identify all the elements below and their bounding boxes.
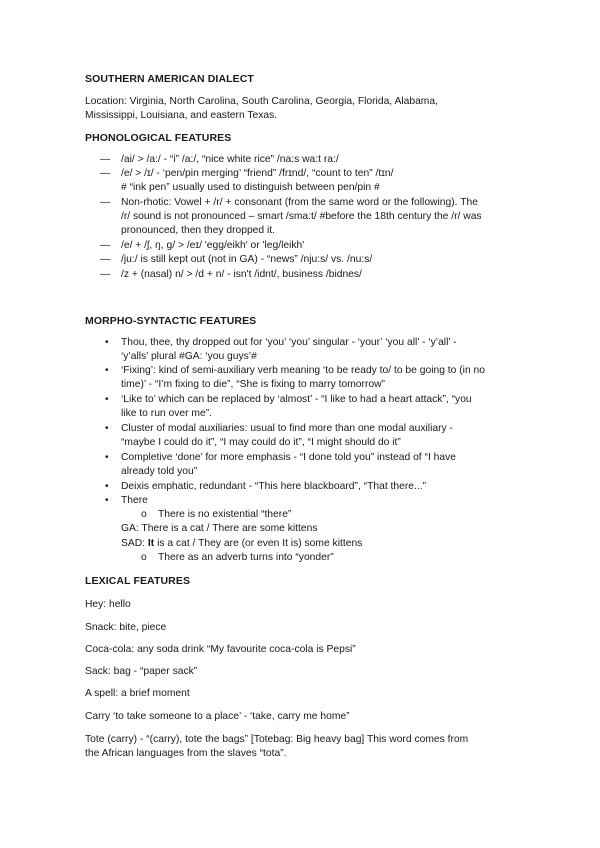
morph-item-2: ‘Fixing’: kind of semi-auxiliary verb meaning ‘to be ready to/ to be going to (in no (121, 365, 486, 376)
sub-bullet-marker: o (141, 509, 147, 520)
sad-emphasis: It (147, 538, 155, 549)
morph-item-2-cont: time)’ - “I’m fixing to die”, “She is fixing to marry tomorrow” (121, 379, 385, 390)
bullet-marker: • (105, 495, 109, 506)
morph-item-1-cont: ‘y’alls’ plural #GA: ‘you guys’# (121, 351, 257, 362)
morph-item-4: Cluster of modal auxiliaries: usual to find more than one modal auxiliary - (121, 423, 453, 434)
phon-item-4: /e/ + /ʃ, ŋ, g/ > /eɪ/ 'egg/eikh' or 'leg/leikh' (121, 240, 305, 251)
morph-item-5: Completive ‘done’ for more emphasis - “I done told you” instead of “I have (121, 452, 457, 463)
phon-item-1: /ai/ > /a:/ - “i” /a:/, “nice white rice” /na:s wa:t ra:/ (121, 154, 339, 165)
lex-item-7-cont: the African languages from the slaves “tota”. (85, 748, 287, 759)
morph-item-7: There (121, 495, 148, 506)
lex-item-7: Tote (carry) - “(carry), tote the bags” [Totebag: Big heavy bag] This word comes from (85, 734, 469, 745)
morph-item-3-cont: like to run over me”. (121, 408, 212, 419)
dash-marker: — (100, 154, 111, 165)
phon-item-5: /ju:/ is still kept out (not in GA) - “news” /nju:s/ vs. /nu:s/ (121, 254, 373, 265)
phonological-heading: PHONOLOGICAL FEATURES (85, 132, 232, 144)
morph-item-1: Thou, thee, thy dropped out for ‘you’ ‘you’ singular - ‘your’ ‘you all’ - ‘y’all’ - (121, 337, 457, 348)
lex-item-1: Hey: hello (85, 599, 131, 610)
morph-sad-example (121, 537, 362, 551)
morph-item-6: Deixis emphatic, redundant - “This here blackboard”, “That there...” (121, 481, 427, 492)
dash-marker: — (100, 168, 111, 179)
bullet-marker: • (105, 423, 109, 434)
location-line-1: Location: Virginia, North Carolina, South Carolina, Georgia, Florida, Alabama, (85, 96, 438, 107)
dash-marker: — (100, 197, 111, 208)
lexical-heading: LEXICAL FEATURES (85, 575, 191, 587)
lex-item-3: Coca-cola: any soda drink “My favourite coca-cola is Pepsi” (85, 644, 356, 655)
phon-item-6: /z + (nasal) n/ > /d + n/ - isn't /idnt/, business /bidnes/ (121, 269, 362, 280)
phon-item-3: Non-rhotic: Vowel + /r/ + consonant (from the same word or the following). The (121, 197, 478, 208)
morph-sub-item-2: There as an adverb turns into “yonder” (158, 552, 334, 563)
bullet-marker: • (105, 452, 109, 463)
morph-sub-item-1: There is no existential “there” (158, 509, 292, 520)
sad-prefix: SAD: (121, 538, 148, 549)
bullet-marker: • (105, 365, 109, 376)
bullet-marker: • (105, 481, 109, 492)
morpho-syntactic-heading: MORPHO-SYNTACTIC FEATURES (85, 315, 257, 327)
morph-ga-example: GA: There is a cat / There are some kittens (121, 523, 318, 534)
morph-item-4-cont: “maybe I could do it”, “I may could do it”, “I might should do it” (121, 437, 401, 448)
bullet-marker: • (105, 337, 109, 348)
morph-item-5-cont: already told you” (121, 466, 198, 477)
lex-item-5: A spell: a brief moment (85, 688, 190, 699)
sub-bullet-marker: o (141, 552, 147, 563)
document-title: SOUTHERN AMERICAN DIALECT (85, 73, 254, 85)
phon-item-2: /e/ > /ɪ/ - ‘pen/pin merging’ “friend” /frɪnd/, “count to ten” /tɪn/ (121, 168, 394, 179)
sad-rest: is a cat / They are (or even It is) some kittens (154, 538, 363, 549)
dash-marker: — (100, 240, 111, 251)
bullet-marker: • (105, 394, 109, 405)
phon-item-3-cont: /r/ sound is not pronounced – smart /sma:t/ #before the 18th century the /r/ was (121, 211, 482, 222)
lex-item-6: Carry ‘to take someone to a place’ - ‘take, carry me home” (85, 711, 350, 722)
location-line-2: Mississippi, Louisiana, and eastern Texas. (85, 110, 278, 121)
dash-marker: — (100, 269, 111, 280)
morph-item-3: ‘Like to’ which can be replaced by ‘almost’ - “I like to had a heart attack”, “you (121, 394, 472, 405)
lex-item-4: Sack: bag - “paper sack” (85, 666, 198, 677)
phon-item-2-cont: # “ink pen” usually used to distinguish between pen/pin # (121, 182, 380, 193)
lex-item-2: Snack: bite, piece (85, 622, 167, 633)
dash-marker: — (100, 254, 111, 265)
phon-item-3-cont: pronounced, then they dropped it. (121, 225, 275, 236)
